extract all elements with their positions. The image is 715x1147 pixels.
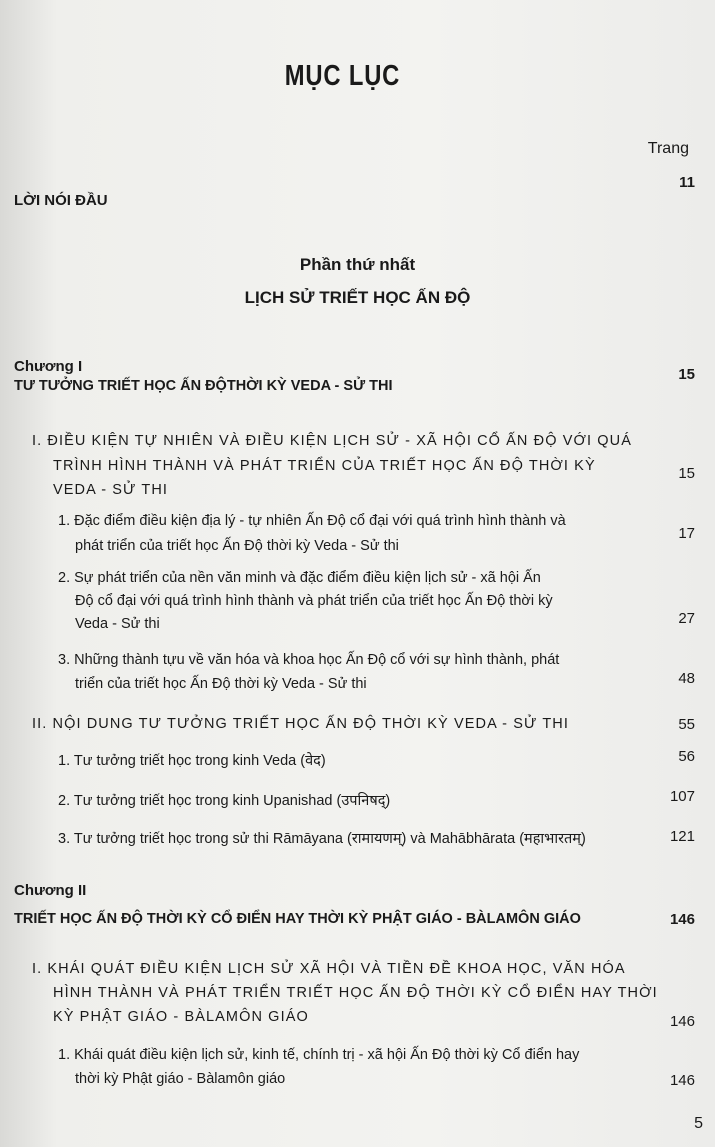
ch1-sec1-line: I. ĐIỀU KIỆN TỰ NHIÊN VÀ ĐIỀU KIỆN LỊCH SỬ - XÃ HỘI CỔ ẤN ĐỘ VỚI QUÁ — [32, 433, 632, 449]
chapter2-title: TRIẾT HỌC ẤN ĐỘ THỜI KỲ CỔ ĐIỂN HAY THỜI KỲ PHẬT GIÁO - BÀLAMÔN GIÁO — [14, 911, 581, 927]
ch1-sec2-item2-page: 107 — [669, 788, 695, 805]
chapter2-label: Chương II — [14, 882, 87, 899]
ch1-sec1-item1-line: phát triển của triết học Ấn Độ thời kỳ Veda - Sử thi — [75, 538, 399, 554]
page-column-label: Trang — [647, 140, 689, 157]
ch1-sec2-item1-page: 56 — [678, 748, 695, 765]
ch2-sec1-item1-line: thời kỳ Phật giáo - Bàlamôn giáo — [75, 1071, 286, 1087]
ch1-sec1-line: VEDA - SỬ THI — [53, 482, 169, 498]
ch1-sec2-page: 55 — [678, 716, 695, 733]
ch1-sec1-line: TRÌNH HÌNH THÀNH VÀ PHÁT TRIỂN CỦA TRIẾT HỌC ẤN ĐỘ THỜI KỲ — [53, 458, 596, 474]
part-heading: Phần thứ nhất — [299, 255, 416, 274]
chapter1-label: Chương I — [14, 358, 83, 375]
part-title: LỊCH SỬ TRIẾT HỌC ẤN ĐỘ — [244, 288, 471, 307]
page-number: 5 — [694, 1115, 703, 1132]
ch1-sec1-item2-line: 2. Sự phát triển của nền văn minh và đặc điểm điều kiện lịch sử - xã hội Ấn — [58, 570, 541, 586]
ch1-sec1-item3-page: 48 — [678, 670, 695, 687]
ch1-sec1-item3-line: triển của triết học Ấn Độ thời kỳ Veda - Sử thi — [75, 676, 367, 692]
ch1-sec2-item3: 3. Tư tưởng triết học trong sử thi Rāmāyana (रामायणम्) và Mahābhārata (महाभारतम्) — [58, 831, 586, 847]
ch1-sec2-item1: 1. Tư tưởng triết học trong kinh Veda (वेद) — [58, 753, 326, 769]
intro-page: 11 — [679, 174, 695, 191]
chapter2-page: 146 — [669, 911, 695, 928]
ch1-sec1-item1-page: 17 — [678, 525, 695, 542]
ch2-sec1-item1-page: 146 — [669, 1072, 695, 1089]
ch2-sec1-line: HÌNH THÀNH VÀ PHÁT TRIỂN TRIẾT HỌC ẤN ĐỘ THỜI KỲ CỔ ĐIỂN HAY THỜI — [53, 985, 658, 1001]
ch1-sec1-item2-line: Veda - Sử thi — [75, 616, 160, 632]
ch2-sec1-line: KỲ PHẬT GIÁO - BÀLAMÔN GIÁO — [53, 1009, 309, 1025]
ch1-sec2-item2: 2. Tư tưởng triết học trong kinh Upanishad (उपनिषद्) — [58, 793, 391, 809]
page-title: MỤC LỤC — [284, 60, 401, 92]
ch1-sec1-page: 15 — [678, 465, 695, 482]
intro-label: LỜI NÓI ĐẦU — [14, 192, 108, 209]
ch1-sec2-item3-page: 121 — [669, 828, 695, 845]
chapter1-page: 15 — [678, 366, 695, 383]
ch1-sec1-item2-page: 27 — [678, 610, 695, 627]
ch1-sec1-item3-line: 3. Những thành tựu về văn hóa và khoa học Ấn Độ cổ với sự hình thành, phát — [58, 652, 560, 668]
ch2-sec1-line: I. KHÁI QUÁT ĐIỀU KIỆN LỊCH SỬ XÃ HỘI VÀ TIỀN ĐỀ KHOA HỌC, VĂN HÓA — [32, 961, 626, 977]
ch2-sec1-page: 146 — [669, 1013, 695, 1030]
ch1-sec2-label: II. NỘI DUNG TƯ TƯỞNG TRIẾT HỌC ẤN ĐỘ THỜI KỲ VEDA - SỬ THI — [32, 716, 570, 732]
chapter1-title: TƯ TƯỞNG TRIẾT HỌC ẤN ĐỘTHỜI KỲ VEDA - SỬ THI — [14, 378, 393, 394]
ch1-sec1-item2-line: Độ cổ đại với quá trình hình thành và phát triển của triết học Ấn Độ thời kỳ — [75, 593, 553, 609]
ch1-sec1-item1-line: 1. Đặc điểm điều kiện địa lý - tự nhiên Ấn Độ cổ đại với quá trình hình thành và — [58, 513, 566, 529]
ch2-sec1-item1-line: 1. Khái quát điều kiện lịch sử, kinh tế, chính trị - xã hội Ấn Độ thời kỳ Cổ điển hay — [58, 1047, 580, 1063]
